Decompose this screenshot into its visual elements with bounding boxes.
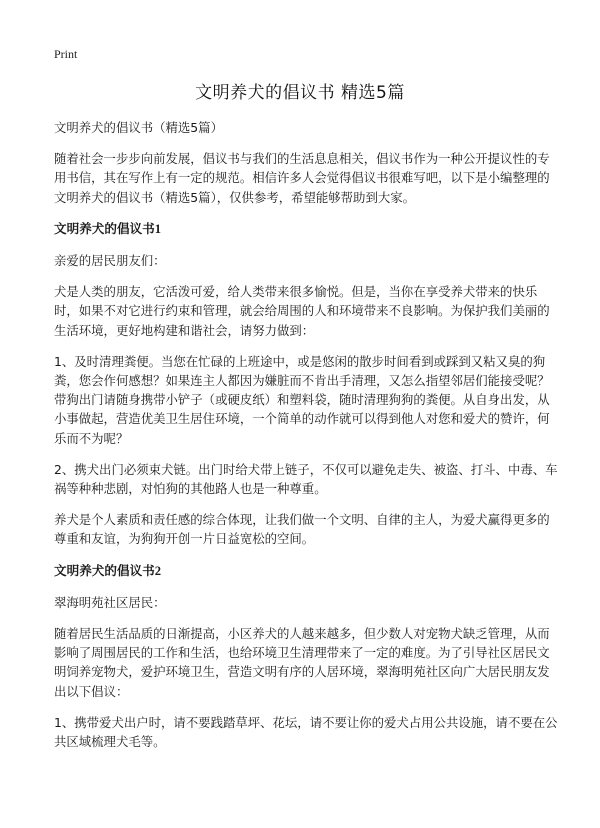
section1-paragraph-1: 犬是人类的朋友，它活泼可爱，给人类带来很多愉悦。但是，当你在享受养犬带来的快乐时，如果不对它进行约束和管理，就会给周围的人和环境带来不良影响。为保护我们美丽的生活环境，更好地构建和谐社会，请努力做到：	[54, 284, 550, 338]
section-heading-1	[54, 219, 560, 239]
section-heading-text: 文明养犬的倡议书	[54, 220, 155, 236]
section2-paragraph-2: 1、携带爱犬出户时，请不要践踏草坪、花坛，请不要让你的爱犬占用公共设施，请不要在公共区域梳理犬毛等。	[54, 714, 558, 750]
section-heading-text: 文明养犬的倡议书	[54, 562, 155, 578]
intro-paragraph: 随着社会一步步向前发展，倡议书与我们的生活息息相关，倡议书作为一种公开提议性的专用书信，其在写作上有一定的规范。相信许多人会觉得倡议书很难写吧，以下是小编整理的文明养犬的倡议书（精选5篇），仅供参考，希望能够帮助到大家。	[54, 151, 550, 205]
print-link[interactable]: Print	[54, 47, 78, 61]
page-title: 文明养犬的倡议书 精选5篇	[195, 83, 405, 103]
section2-greeting: 翠海明苑社区居民：	[54, 594, 166, 610]
section1-greeting: 亲爱的居民朋友们：	[54, 253, 166, 269]
section1-paragraph-4: 养犬是个人素质和责任感的综合体现，让我们做一个文明、自律的主人，为爱犬赢得更多的尊重和友谊，为狗狗开创一片日益宽松的空间。	[54, 512, 550, 547]
section1-paragraph-2: 1、及时清理粪便。当您在忙碌的上班途中，或是悠闲的散步时间看到或踩到又粘又臭的狗粪，您会作何感想？如果连主人都因为嫌脏而不肯出手清理，又怎么指望邻居们能接受呢？带狗出门请随身携带小铲子（或硬皮纸）和塑料袋，随时清理狗狗的粪便。从自身出发，从小事做起，营造优美卫生居住环境，一个简单的动作就可以得到他人对您和爱犬的赞许，何乐而不为呢？	[54, 353, 550, 446]
document-subtitle: 文明养犬的倡议书（精选5篇）	[54, 120, 223, 135]
section2-paragraph-1: 随着居民生活品质的日渐提高，小区养犬的人越来越多，但少数人对宠物犬缺乏管理，从而影响了周围居民的工作和生活，也给环境卫生清理带来了一定的难度。为了引导社区居民文明饲养宠物犬，爱护环境卫生，营造文明有序的人居环境，翠海明苑社区向广大居民朋友发出以下倡议：	[54, 626, 550, 699]
section-heading-2	[54, 561, 560, 581]
section1-paragraph-3: 2、携犬出门必须束犬链。出门时给犬带上链子，不仅可以避免走失、被盗、打斗、中毒、车祸等种种悲剧，对怕狗的其他路人也是一种尊重。	[54, 461, 558, 497]
document-body	[54, 118, 560, 763]
section-heading-number: 2	[154, 563, 162, 578]
section-heading-number: 1	[154, 221, 162, 236]
